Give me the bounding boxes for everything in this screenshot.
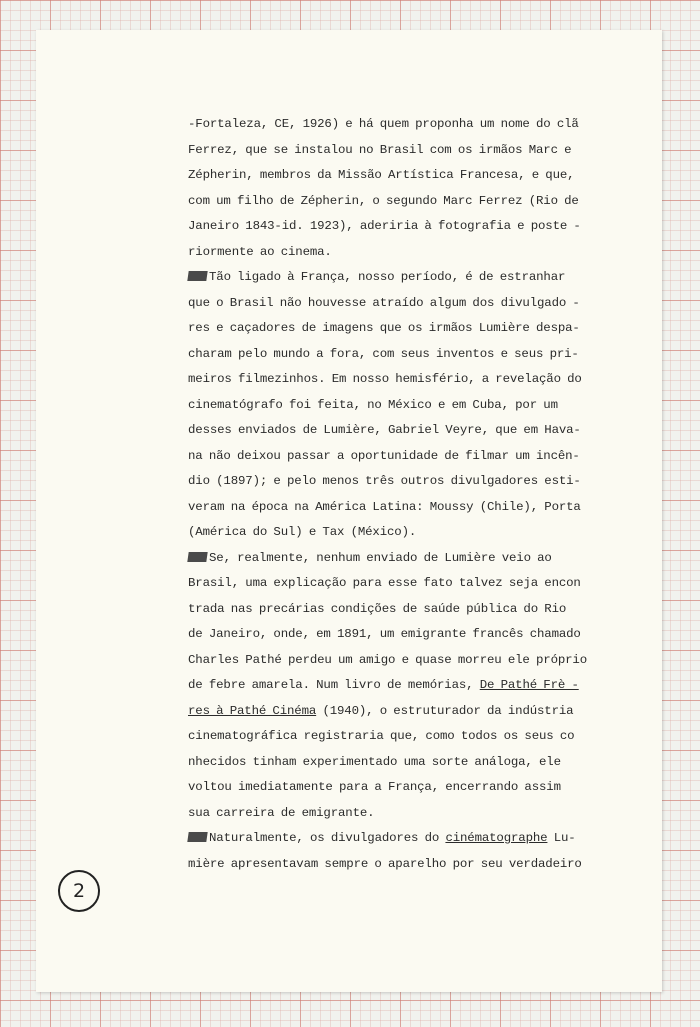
paragraph-mark-icon — [187, 832, 207, 842]
text-line: na não deixou passar a oportunidade de filmar um incên- — [188, 448, 580, 463]
text-line: com um filho de Zépherin, o segundo Marc Ferrez (Rio de — [188, 193, 579, 208]
text-line: voltou imediatamente para a França, encerrando assim — [188, 780, 561, 794]
text-line: Zépherin, membros da Missão Artística Francesa, e que, — [188, 168, 575, 182]
text-line: Brasil, uma explicação para esse fato talvez seja encon — [188, 576, 581, 590]
text-line: nhecidos tinham experimentado uma sorte análoga, ele — [188, 754, 561, 769]
text-line: (América do Sul) e Tax (México). — [188, 525, 417, 539]
text-line: res à Pathé Cinéma (1940), o estruturador da indústria — [188, 703, 574, 718]
text-line: res e caçadores de imagens que os irmãos Lumière despa- — [188, 321, 580, 335]
text-line: de Janeiro, onde, em 1891, um emigrante francês chamado — [188, 627, 581, 641]
text-line: meiros filmezinhos. Em nosso hemisfério, a revelação do — [188, 372, 582, 386]
book-title: res à Pathé Cinéma — [188, 703, 317, 718]
text-line: mière apresentavam sempre o aparelho por seu verdadeiro — [188, 856, 582, 871]
text-line: sua carreira de emigrante. — [188, 805, 375, 820]
text-line: de febre amarela. Num livro de memórias, De Pathé Frè - — [188, 678, 579, 692]
text-line: veram na época na América Latina: Moussy (Chile), Porta — [188, 499, 581, 514]
paragraph-start: Naturalmente, os divulgadores do cinématographe Lu- — [188, 826, 648, 852]
typed-text-body — [188, 112, 648, 877]
text-line: desses enviados de Lumière, Gabriel Veyre, que em Hava- — [188, 423, 581, 437]
text-line: Ferrez, que se instalou no Brasil com os irmãos Marc e — [188, 142, 572, 157]
text-line: riormente ao cinema. — [188, 244, 332, 259]
text-line: cinematógrafo foi feita, no México e em Cuba, por um — [188, 397, 558, 412]
paragraph-start: Se, realmente, nenhum enviado de Lumière veio ao — [188, 546, 648, 572]
underlined-term: cinématographe — [445, 831, 548, 845]
text-line: Charles Pathé perdeu um amigo e quase morreu ele próprio — [188, 652, 587, 667]
text-line: -Fortaleza, CE, 1926) e há quem proponha um nome do clã — [188, 117, 579, 131]
text-line: Janeiro 1843-id. 1923), aderiria à fotografia e poste - — [188, 219, 581, 233]
paragraph-mark-icon — [187, 552, 207, 562]
text-line: charam pelo mundo a fora, com seus inventos e seus pri- — [188, 346, 579, 361]
text-line: dio (1897); e pelo menos três outros divulgadores esti- — [188, 474, 581, 488]
text-line: trada nas precárias condições de saúde pública do Rio — [188, 601, 567, 616]
page-number: 2 — [58, 870, 100, 912]
book-title: De Pathé Frè - — [479, 678, 579, 692]
text-line: cinematográfica registraria que, como todos os seus co — [188, 729, 575, 743]
paragraph-mark-icon — [187, 271, 207, 281]
text-line: que o Brasil não houvesse atraído algum dos divulgado - — [188, 295, 580, 310]
paragraph-start: Tão ligado à França, nosso período, é de estranhar — [188, 265, 648, 291]
